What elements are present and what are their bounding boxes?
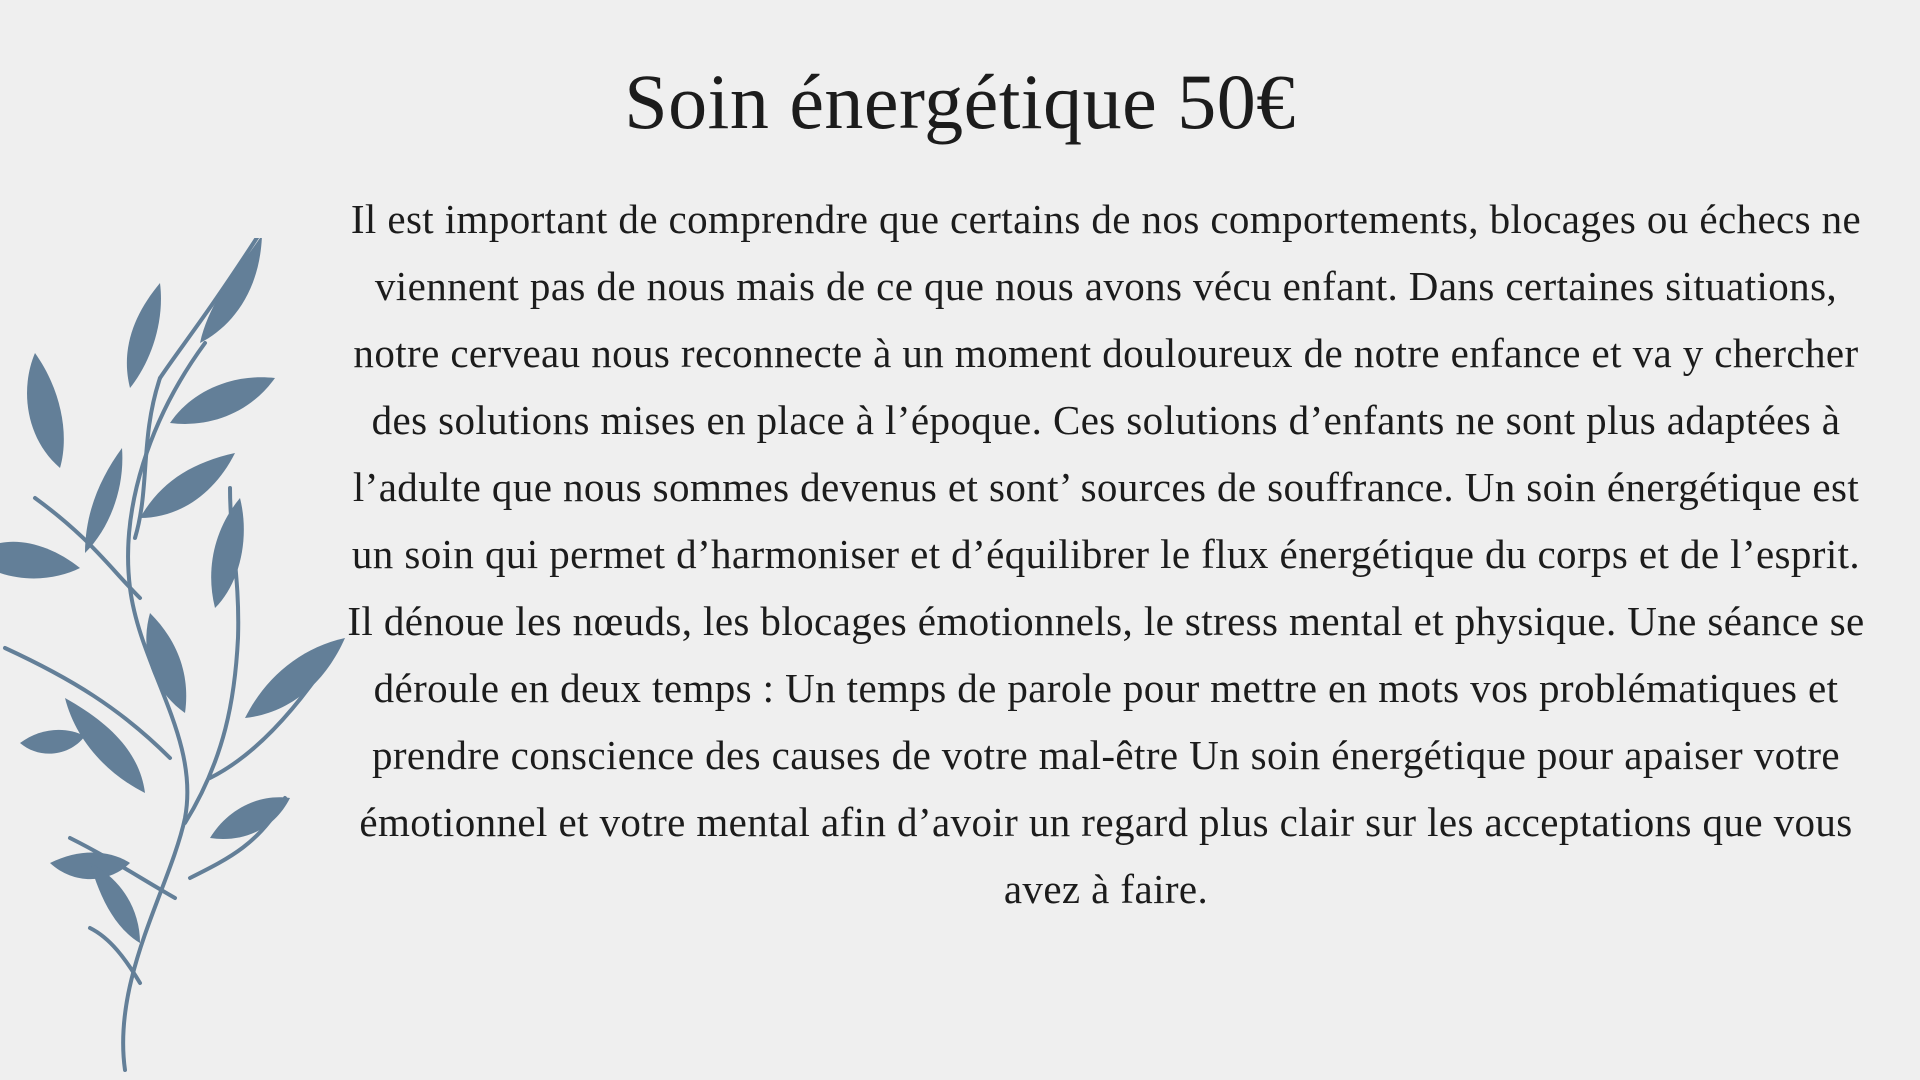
- page-title: Soin énergétique 50€: [624, 58, 1296, 145]
- description-paragraph: Il est important de comprendre que certains de nos comportements, blocages ou échecs ne viennent pas de nous mais de ce que nous avons vécu enfant. Dans certaines situations, notre cerveau nous reconnecte à un moment douloureux de notre enfance et va y chercher des solutions mises en place à l’époque. Ces solutions d’enfants ne sont plus adaptées à l’adulte que nous sommes devenus et sont’ sources de souffrance. Un soin énergétique est un soin qui permet d’harmoniser et d’équilibrer le flux énergétique du corps et de l’esprit. Il dénoue les nœuds, les blocages émotionnels, le stress mental et physique. Une séance se déroule en deux temps : Un temps de parole pour mettre en mots vos problématiques et prendre conscience des causes de votre mal-être Un soin énergétique pour apaiser votre émotionnel et votre mental afin d’avoir un regard plus clair sur les acceptations que vous avez à faire.: [347, 196, 1865, 912]
- leaf-branch-icon: [0, 238, 350, 1073]
